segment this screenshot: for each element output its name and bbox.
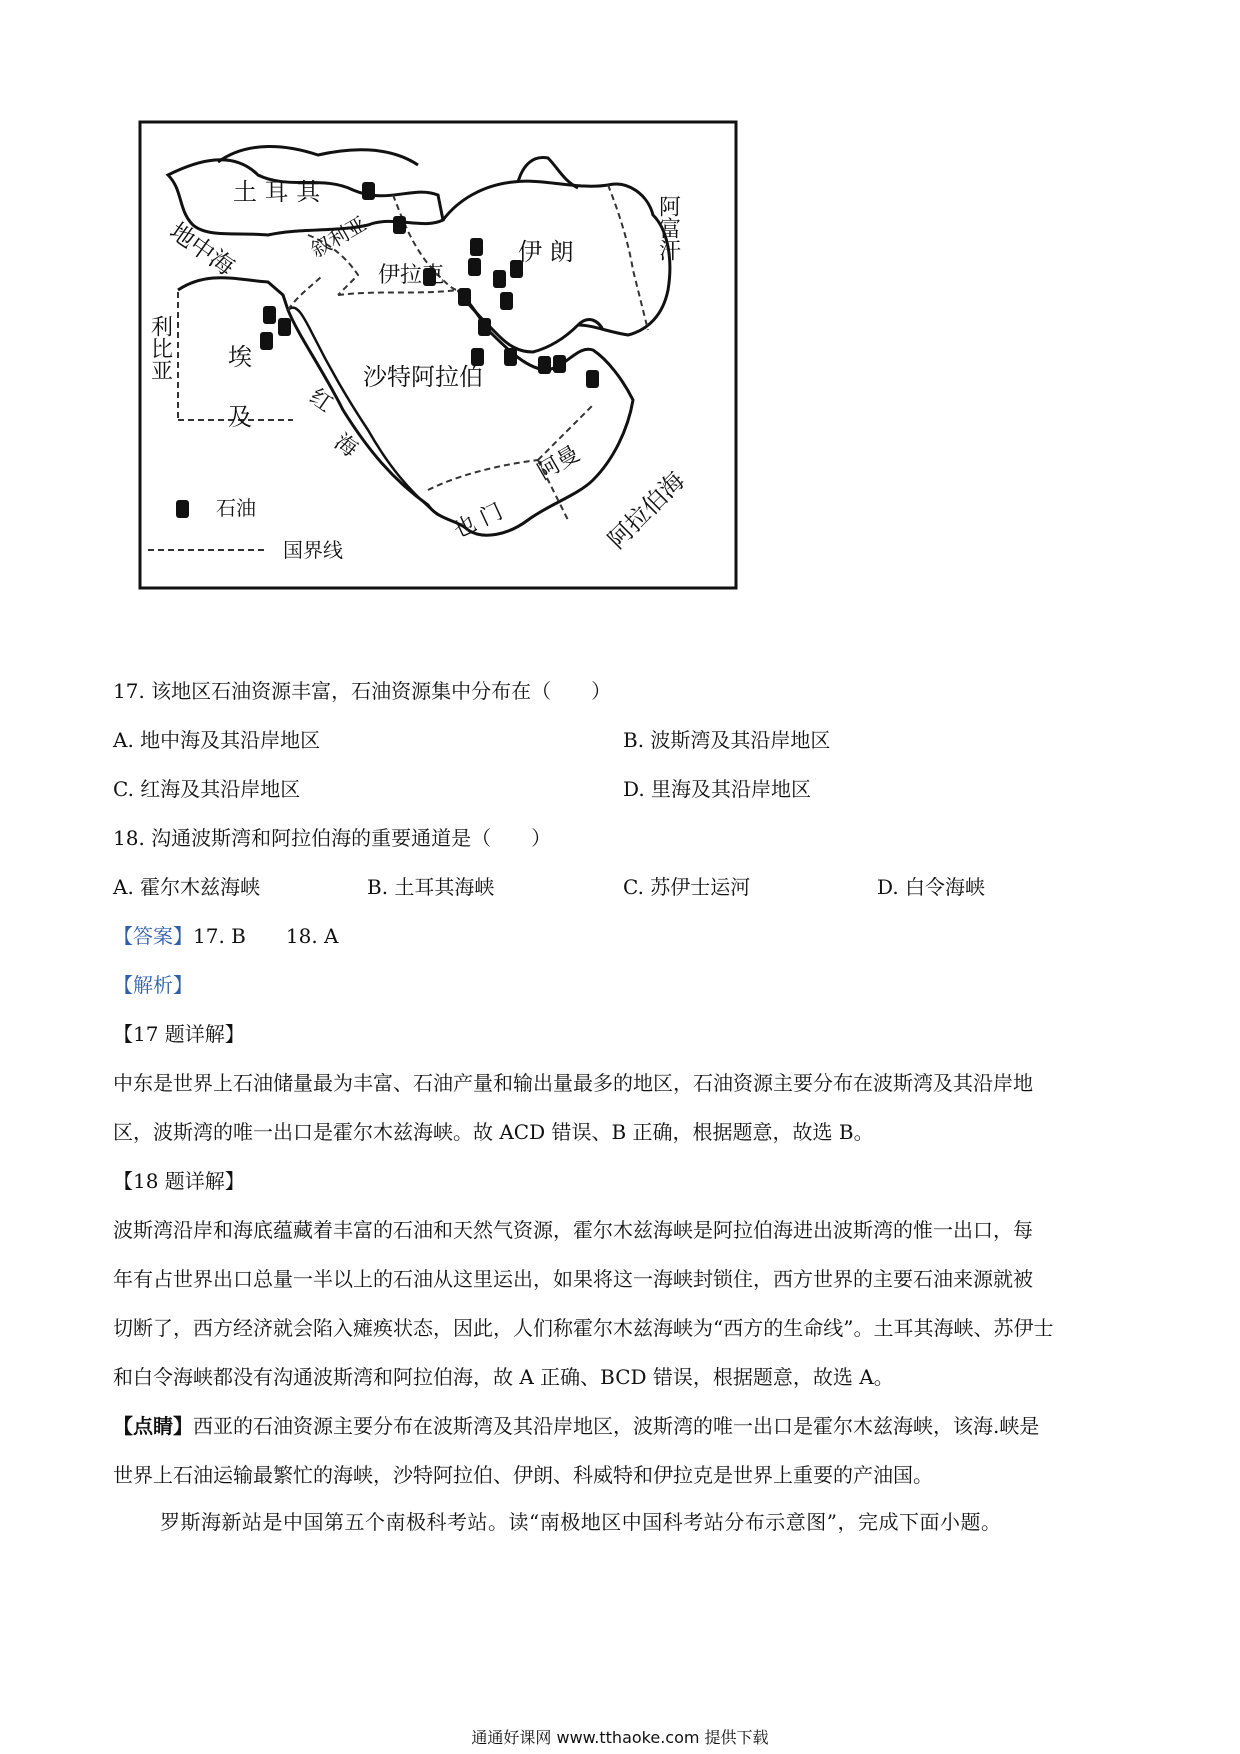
- q17-option-b[interactable]: B. 波斯湾及其沿岸地区: [623, 728, 831, 752]
- label-red-sea-1: 红: [304, 384, 337, 418]
- tip-tag: 【点睛】: [113, 1414, 193, 1438]
- label-iran: 伊 朗: [518, 238, 574, 266]
- tip-line2: 世界上石油运输最繁忙的海峡，沙特阿拉伯、伊朗、科威特和伊拉克是世界上重要的产油国。: [113, 1463, 933, 1487]
- oil-symbol: [260, 332, 273, 350]
- detail17-heading: 【17 题详解】: [113, 1022, 245, 1046]
- tip-line1: 西亚的石油资源主要分布在波斯湾及其沿岸地区，波斯湾的唯一出口是霍尔木兹海峡，该海.峡是: [193, 1414, 1040, 1438]
- legend-oil-label: 石油: [216, 496, 256, 520]
- oil-symbol: [553, 355, 566, 373]
- label-turkey: 土 耳 其: [233, 178, 321, 206]
- label-saudi: 沙特阿拉伯: [363, 363, 483, 391]
- label-mediterranean: 地中海: [164, 216, 240, 282]
- q18-option-b[interactable]: B. 土耳其海峡: [367, 875, 495, 899]
- legend-border-label: 国界线: [283, 538, 343, 562]
- label-iraq: 伊拉克: [378, 263, 445, 288]
- detail18-heading: 【18 题详解】: [113, 1169, 245, 1193]
- label-red-sea-2: 海: [329, 429, 362, 463]
- label-egypt-2: 及: [228, 403, 252, 431]
- tip-paragraph: [113, 1402, 1133, 1500]
- q17-option-d[interactable]: D. 里海及其沿岸地区: [623, 777, 812, 801]
- answer-tag: 【答案】: [113, 924, 193, 948]
- detail18-paragraph: [113, 1206, 1133, 1402]
- tip-line: [113, 1402, 1133, 1451]
- oil-symbol: [393, 216, 406, 234]
- legend-oil-icon: [176, 500, 189, 518]
- q17-stem: 17. 该地区石油资源丰富，石油资源集中分布在（ ）: [113, 679, 612, 703]
- detail17-line: 区，波斯湾的唯一出口是霍尔木兹海峡。故 ACD 错误、B 正确，根据题意，故选 B。: [113, 1120, 874, 1144]
- label-yemen: 也 门: [449, 499, 507, 544]
- oil-symbol: [500, 292, 513, 310]
- q18-option-c[interactable]: C. 苏伊士运河: [623, 875, 751, 899]
- oil-symbol: [478, 318, 491, 336]
- page-footer: 通通好课网 www.tthaoke.com 提供下载: [471, 1728, 769, 1747]
- detail18-line: 年有占世界出口总量一半以上的石油从这里运出，如果将这一海峡封锁住，西方世界的主要石油来源就被: [113, 1267, 1033, 1291]
- detail18-line: 和白令海峡都没有沟通波斯湾和阿拉伯海，故 A 正确、BCD 错误，根据题意，故选 A。: [113, 1365, 894, 1389]
- detail17-paragraph: [113, 1059, 1133, 1157]
- oil-symbol: [586, 370, 599, 388]
- detail18-line: 切断了，西方经济就会陷入瘫痪状态，因此，人们称霍尔木兹海峡为“西方的生命线”。土耳其海峡、苏伊士: [113, 1316, 1054, 1340]
- oil-symbol: [470, 238, 483, 256]
- answer-line: [113, 922, 338, 950]
- oil-symbol: [468, 258, 481, 276]
- label-egypt-1: 埃: [228, 343, 252, 371]
- q18-option-a[interactable]: A. 霍尔木兹海峡: [113, 875, 261, 899]
- next-question-intro: 罗斯海新站是中国第五个南极科考站。读“南极地区中国科考站分布示意图”，完成下面小题。: [160, 1510, 1002, 1534]
- label-arabian-sea: 阿拉伯海: [602, 466, 691, 555]
- label-oman: 阿曼: [533, 441, 585, 486]
- q18-stem: 18. 沟通波斯湾和阿拉伯海的重要通道是（ ）: [113, 826, 552, 850]
- answer-17: 17. B: [193, 924, 246, 948]
- oil-symbol: [493, 270, 506, 288]
- oil-symbol: [504, 348, 517, 366]
- oil-symbol: [458, 288, 471, 306]
- oil-symbol: [263, 306, 276, 324]
- oil-symbol: [278, 318, 291, 336]
- label-libya: 利比亚: [147, 315, 173, 381]
- oil-symbol: [538, 356, 551, 374]
- middle-east-map: [138, 120, 738, 592]
- q18-option-d[interactable]: D. 白令海峡: [877, 875, 986, 899]
- answer-18: 18. A: [285, 924, 339, 948]
- detail18-line: 波斯湾沿岸和海底蕴藏着丰富的石油和天然气资源，霍尔木兹海峡是阿拉伯海进出波斯湾的惟一出口，每: [113, 1218, 1033, 1242]
- q17-option-a[interactable]: A. 地中海及其沿岸地区: [113, 728, 321, 752]
- analysis-tag: 【解析】: [113, 973, 193, 997]
- label-afghanistan: 阿富汗: [655, 195, 681, 261]
- detail17-line: 中东是世界上石油储量最为丰富、石油产量和输出量最多的地区，石油资源主要分布在波斯湾及其沿岸地: [113, 1071, 1033, 1095]
- label-syria: 叙利亚: [306, 211, 371, 263]
- oil-symbol: [362, 182, 375, 200]
- q17-option-c[interactable]: C. 红海及其沿岸地区: [113, 777, 301, 801]
